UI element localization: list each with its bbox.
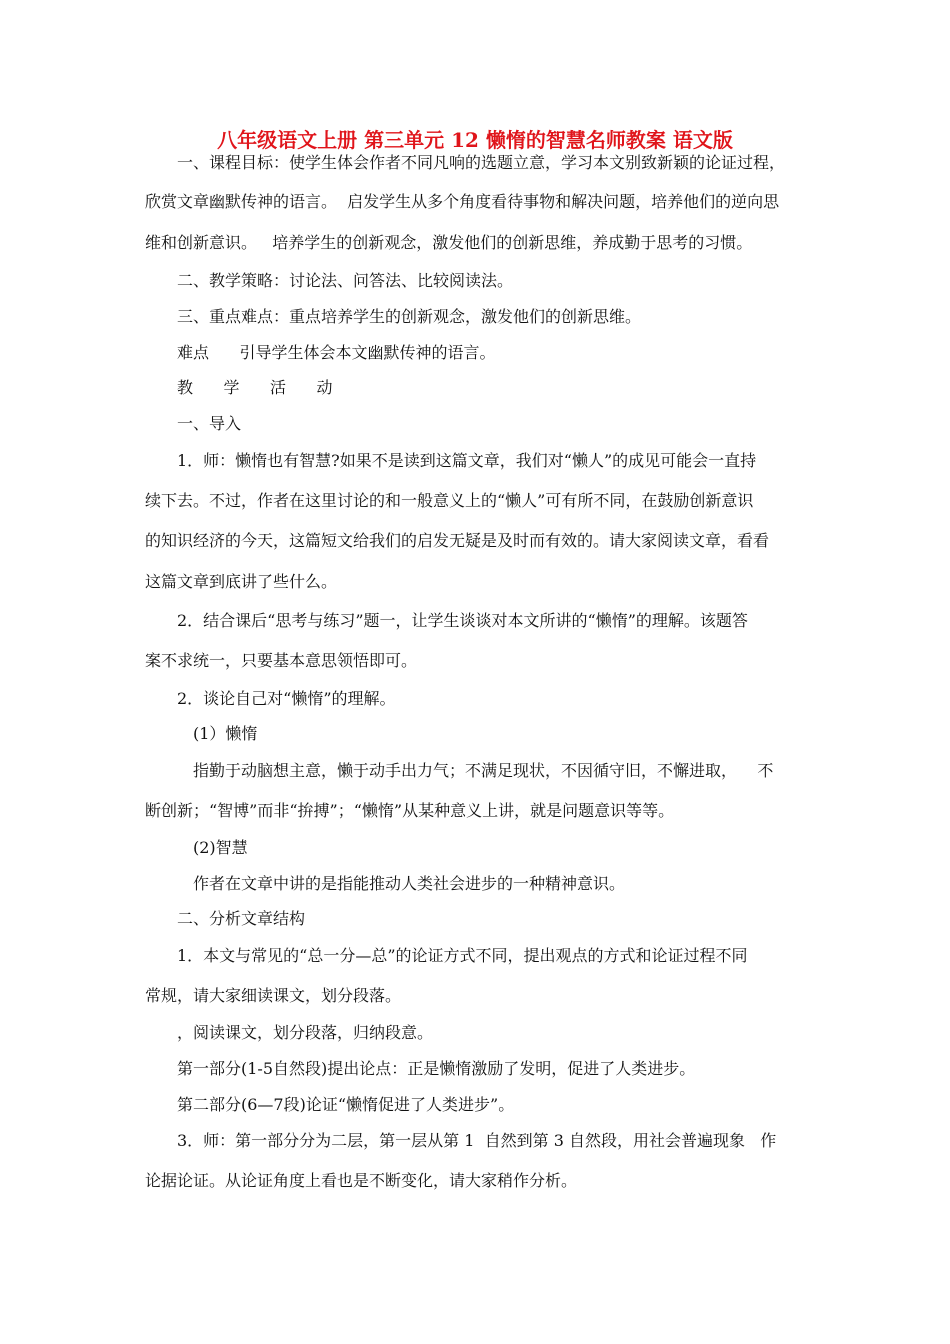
analysis-para-line-1: 3．师：第一部分分为二层，第一层从第 1 自然到第 3 自然段，用社会普遍现象 作 [177,1131,777,1150]
exercise-para-line-1: 2．结合课后“思考与练习”题一，让学生谈谈对本文所讲的“懒惰”的理解。该题答 [177,611,748,630]
laziness-def-line-2: 断创新；“智博”而非“拚搏”；“懒惰”从某种意义上讲，就是问题意识等等。 [145,801,675,820]
teaching-activities-heading: 教 学 活 动 [177,378,333,397]
read-and-divide: ，阅读课文，划分段落，归纳段意。 [177,1023,434,1042]
analysis-para-line-2: 论据论证。从论证角度上看也是不断变化，请大家稍作分析。 [145,1171,578,1190]
subheading-laziness: (1）懒惰 [193,724,258,743]
wisdom-def: 作者在文章中讲的是指能推动人类社会进步的一种精神意识。 [193,874,626,893]
key-points: 三、重点难点：重点培养学生的创新观念，激发他们的创新思维。 [177,307,642,326]
course-goal-line-1: 一、课程目标：使学生体会作者不同凡响的选题立意，学习本文别致新颖的论证过程， [177,153,786,172]
intro-para-line-3: 的知识经济的今天，这篇短文给我们的启发无疑是及时而有效的。请大家阅读文章，看看 [145,531,770,550]
course-goal-line-3: 维和创新意识。 培养学生的创新观念，激发他们的创新思维，养成勤于思考的习惯。 [145,233,753,252]
laziness-def-line-1: 指勤于动脑想主意，懒于动手出力气；不满足现状，不因循守旧，不懈进取， 不 [193,761,774,780]
section-intro-heading: 一、导入 [177,414,242,433]
discuss-understanding: 2．谈论自己对“懒惰”的理解。 [177,689,396,708]
part-one: 第一部分(1-5自然段)提出论点：正是懒惰激励了发明，促进了人类进步。 [177,1059,696,1078]
structure-para-line-2: 常规，请大家细读课文，划分段落。 [145,986,402,1005]
document-title: 八年级语文上册 第三单元 12 懒惰的智慧名师教案 语文版 [217,128,733,152]
intro-para-line-4: 这篇文章到底讲了些什么。 [145,572,338,591]
subheading-wisdom: (2)智慧 [193,838,248,857]
exercise-para-line-2: 案不求统一，只要基本意思领悟即可。 [145,651,418,670]
intro-para-line-2: 续下去。不过，作者在这里讨论的和一般意义上的“懒人”可有所不同，在鼓励创新意识 [145,491,754,510]
course-goal-line-2: 欣赏文章幽默传神的语言。 启发学生从多个角度看待事物和解决问题，培养他们的逆向思 [145,192,780,211]
difficult-points: 难点 引导学生体会本文幽默传神的语言。 [177,343,496,362]
teaching-strategy: 二、教学策略：讨论法、问答法、比较阅读法。 [177,271,514,290]
structure-para-line-1: 1．本文与常见的“总一分—总”的论证方式不同，提出观点的方式和论证过程不同 [177,946,748,965]
part-two: 第二部分(6—7段)论证“懒惰促进了人类进步”。 [177,1095,515,1114]
section-structure-heading: 二、分析文章结构 [177,909,306,928]
intro-para-line-1: 1．师：懒惰也有智慧?如果不是读到这篇文章，我们对“懒人”的成见可能会一直持 [177,451,757,470]
